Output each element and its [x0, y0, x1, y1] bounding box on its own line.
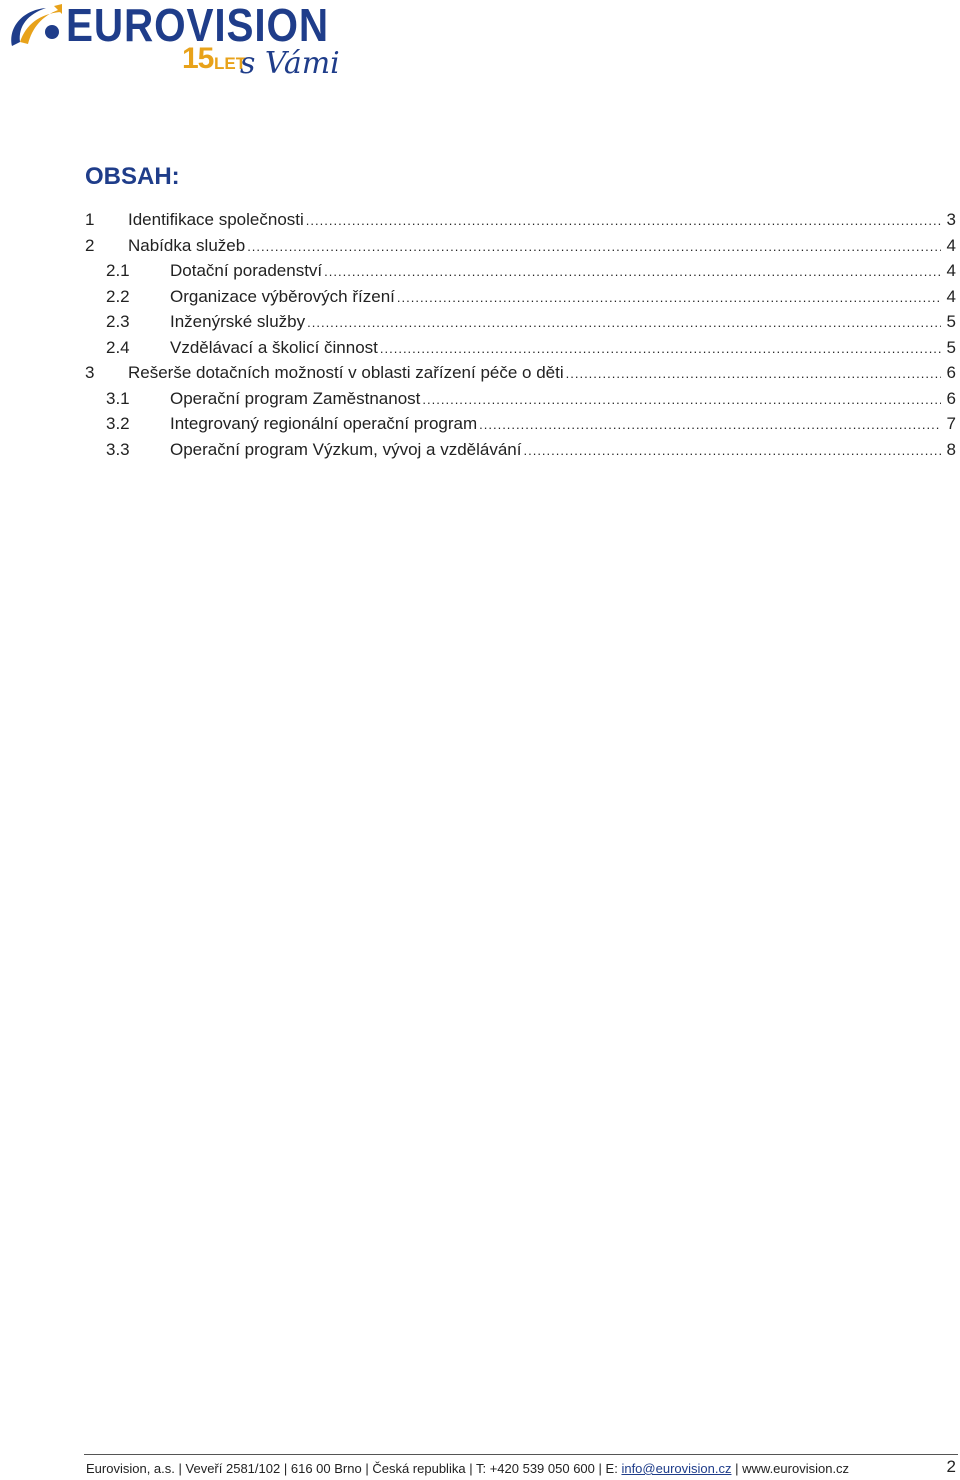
table-of-contents — [85, 207, 956, 462]
footer-email-link[interactable]: info@eurovision.cz — [621, 1461, 732, 1476]
toc-dot-leader — [566, 361, 941, 387]
footer-city: 616 00 Brno — [290, 1461, 362, 1476]
toc-entry-title: Integrovaný regionální operační program — [170, 414, 478, 433]
toc-entry-number: 3.2 — [106, 414, 130, 433]
footer-separator: | — [469, 1461, 473, 1476]
page-footer — [86, 1459, 956, 1479]
footer-separator: | — [283, 1461, 288, 1476]
toc-entry-1[interactable] — [85, 207, 956, 233]
toc-entry-page: 6 — [946, 363, 956, 382]
footer-address: Veveří 2581/102 — [185, 1461, 281, 1476]
toc-entry-title: Nabídka služeb — [128, 235, 246, 255]
footer-separator: | — [735, 1461, 739, 1476]
footer-website: www.eurovision.cz — [742, 1461, 850, 1476]
toc-entry-page: 6 — [946, 388, 956, 408]
toc-entry-number: 3.3 — [106, 439, 130, 459]
toc-entry-number: 3.1 — [106, 388, 130, 408]
toc-dot-leader — [324, 259, 940, 285]
toc-entry-page: 4 — [946, 286, 956, 306]
toc-entry-2-2[interactable] — [85, 284, 956, 310]
logo-tagline: s Vámi — [240, 46, 340, 81]
toc-entry-page: 5 — [946, 337, 956, 357]
toc-entry-number: 2 — [85, 235, 95, 255]
toc-entry-title: Operační program Zaměstnanost — [170, 388, 421, 408]
toc-entry-2-1[interactable] — [85, 258, 956, 284]
toc-entry-title: Inženýrské služby — [170, 312, 306, 331]
toc-entry-title: Organizace výběrových řízení — [170, 286, 395, 306]
toc-entry-number: 2.2 — [106, 286, 130, 306]
eurovision-logo — [4, 0, 364, 92]
toc-entry-2-4[interactable] — [85, 335, 956, 361]
toc-dot-leader — [397, 285, 941, 311]
page-number: 2 — [946, 1457, 956, 1476]
toc-entry-number: 1 — [85, 210, 95, 229]
toc-dot-leader — [380, 336, 941, 362]
toc-entry-number: 2.4 — [106, 337, 130, 357]
toc-entry-2[interactable] — [85, 233, 956, 259]
toc-entry-3-1[interactable] — [85, 386, 956, 412]
footer-separator: | — [178, 1461, 182, 1476]
toc-entry-page: 4 — [946, 235, 956, 255]
logo-years-number: 15 — [182, 42, 214, 75]
toc-dot-leader — [306, 208, 941, 234]
toc-dot-leader — [479, 412, 940, 438]
toc-heading: OBSAH: — [85, 163, 180, 190]
footer-separator: | — [365, 1461, 369, 1476]
toc-entry-title: Rešerše dotačních možností v oblasti zařízení péče o děti — [128, 363, 564, 382]
toc-entry-title: Operační program Výzkum, vývoj a vzdělávání — [170, 439, 522, 459]
toc-entry-page: 4 — [946, 261, 956, 280]
toc-entry-number: 3 — [85, 363, 95, 382]
toc-entry-3-2[interactable] — [85, 411, 956, 437]
toc-dot-leader — [247, 234, 940, 260]
footer-divider — [84, 1454, 958, 1455]
toc-entry-title: Vzdělávací a školicí činnost — [170, 337, 378, 357]
toc-dot-leader — [307, 310, 940, 336]
toc-entry-number: 2.1 — [106, 261, 130, 280]
logo-years-word: LET — [214, 54, 247, 73]
toc-dot-leader — [422, 387, 940, 413]
footer-phone: T: +420 539 050 600 — [475, 1461, 595, 1476]
toc-entry-number: 2.3 — [106, 312, 130, 331]
toc-dot-leader — [523, 438, 940, 464]
toc-entry-page: 8 — [946, 439, 956, 459]
toc-entry-3[interactable] — [85, 360, 956, 386]
footer-separator: | — [598, 1461, 602, 1476]
toc-entry-page: 3 — [946, 210, 956, 229]
toc-entry-title: Dotační poradenství — [170, 261, 323, 280]
footer-company: Eurovision, a.s. — [86, 1461, 175, 1476]
logo-wordmark: EUROVISION — [66, 0, 329, 51]
toc-entry-page: 7 — [946, 414, 956, 433]
toc-entry-page: 5 — [946, 312, 956, 331]
footer-email-prefix: E: — [605, 1461, 618, 1476]
swoosh-icon — [6, 2, 64, 52]
toc-entry-3-3[interactable] — [85, 437, 956, 463]
toc-entry-2-3[interactable] — [85, 309, 956, 335]
toc-entry-title: Identifikace společnosti — [128, 210, 304, 229]
footer-country: Česká republika — [372, 1461, 466, 1476]
